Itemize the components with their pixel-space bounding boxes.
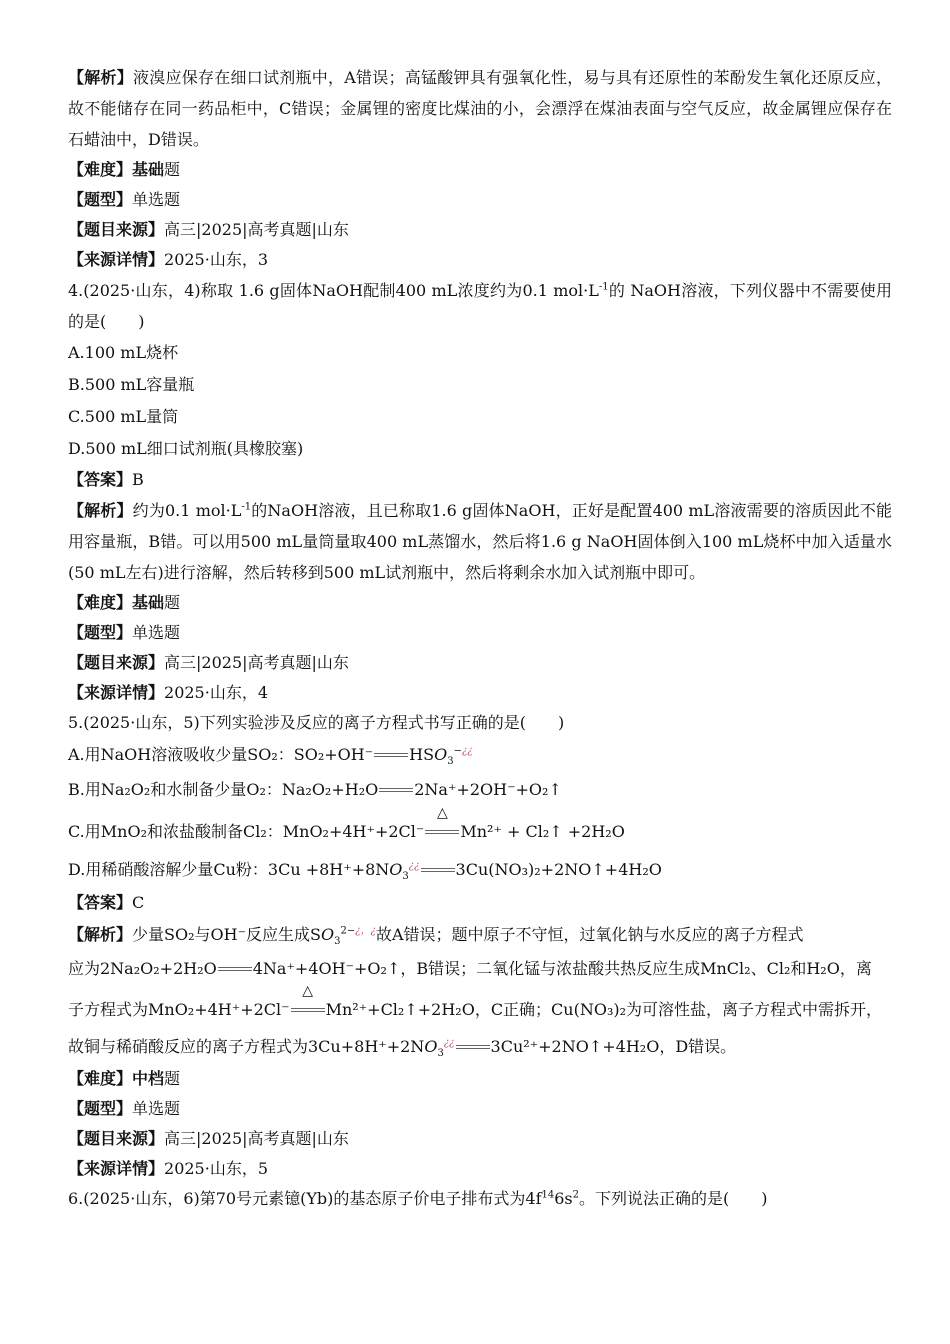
q3-source-detail: 【来源详情】2025·山东，3 [68, 250, 269, 269]
q5-option-b: B.用Na₂O₂和水制备少量O₂：Na₂O₂+H₂O 2Na⁺+2OH⁻+O₂↑ [68, 780, 562, 799]
q5-analysis-line-2: 应为2Na₂O₂+2H₂O 4Na⁺+4OH⁻+O₂↑，B错误；二氧化锰与浓盐酸共热反应生成MnCl₂、Cl₂和H₂O，离 [68, 959, 872, 978]
q4-answer: 【答案】B [68, 470, 144, 489]
q5-type: 【题型】单选题 [68, 1099, 181, 1118]
analysis-tag: 【解析】 [68, 68, 133, 87]
q5-source-detail: 【来源详情】2025·山东，5 [68, 1159, 269, 1178]
heat-equals-sign [425, 804, 459, 840]
q4-option-d: D.500 mL细口试剂瓶(具橡胶塞) [68, 439, 304, 458]
equals-sign [379, 784, 413, 798]
q3-source: 【题目来源】高三|2025|高考真题|山东 [68, 220, 349, 239]
q4-option-c: C.500 mL量筒 [68, 407, 179, 426]
equals-sign [456, 1041, 490, 1055]
q5-option-d: D.用稀硝酸溶解少量Cu粉：$3Cu +8H^++8NO_3^{¿¿}$ 3Cu(NO₃)₂+2NO↑+4H₂O [68, 860, 662, 883]
q5-source: 【题目来源】高三|2025|高考真题|山东 [68, 1129, 349, 1148]
q4-stem: 4.(2025·山东，4)称取 1.6 g固体NaOH配制400 mL浓度约为0.1 $mol\cdot L^{-1}$的 NaOH溶液，下列仪器中不需要使用的是( ) [68, 281, 892, 331]
q5-analysis-line-4: 故铜与稀硝酸反应的离子方程式为$3Cu+8H^++2NO_3^{¿¿}$ 3Cu²⁺+2NO↑+4H₂O，D错误。 [68, 1037, 737, 1060]
q5-stem: 5.(2025·山东，5)下列实验涉及反应的离子方程式书写正确的是( ) [68, 713, 565, 732]
q4-type: 【题型】单选题 [68, 623, 181, 642]
equals-sign [374, 749, 408, 763]
triangle-icon: △ [302, 982, 313, 999]
q4-source-detail: 【来源详情】2025·山东，4 [68, 683, 269, 702]
equals-sign [421, 864, 455, 878]
q5-analysis-line-3: 子方程式为MnO₂+4H⁺+2Cl⁻ △ Mn²⁺+Cl₂↑+2H₂O，C正确；Cu(NO₃)₂为可溶性盐，离子方程式中需拆开， [68, 982, 883, 1019]
triangle-icon: △ [436, 804, 448, 821]
q4-option-a: A.100 mL烧杯 [68, 343, 179, 362]
q3-type: 【题型】单选题 [68, 190, 181, 209]
q5-analysis [68, 918, 892, 1064]
q5-option-a: A.用NaOH溶液吸收少量SO₂：SO₂+OH⁻ $HSO_3^{-¿¿}$ [68, 745, 473, 768]
heat-equals-sign [291, 982, 325, 1018]
q5-analysis-line-1: 【解析】少量SO₂与OH⁻反应生成$SO_3^{2-¿,¿}$故A错误；题中原子不守恒，过氧化钠与水反应的离子方程式 [68, 925, 804, 948]
q5-answer: 【答案】C [68, 893, 145, 912]
q4-analysis: 【解析】约为0.1 $mol\cdot L^{-1}$的NaOH溶液，且已称取1.6 g固体NaOH，正好是配置400 mL溶液需要的溶质因此不能用容量瓶，B错。可以用500 mL量筒量取400 mL蒸馏水，然后将1.6 g NaOH固体倒入100 mL烧杯中加入适量水(50 mL左右)进行溶解，然后转移到500 mL试剂瓶中，然后将剩余水加入试剂瓶中即可。 [68, 501, 892, 582]
document-page [68, 62, 892, 1214]
q4-option-b: B.500 mL容量瓶 [68, 375, 195, 394]
q3-analysis [68, 62, 892, 155]
equals-sign [218, 963, 252, 977]
q5-option-c: C.用MnO₂和浓盐酸制备Cl₂：MnO₂+4H⁺+2Cl⁻ △ Mn²⁺ + Cl₂↑ +2H₂O [68, 804, 625, 841]
q4-difficulty: 【难度】基础题 [68, 593, 181, 612]
q4-source: 【题目来源】高三|2025|高考真题|山东 [68, 653, 349, 672]
q5-difficulty: 【难度】中档题 [68, 1069, 181, 1088]
q6-stem: 6.(2025·山东，6)第70号元素镱(Yb)的基态原子价电子排布式为$4f^{14}6s^2$。下列说法正确的是( ) [68, 1189, 768, 1208]
q3-analysis-text: 液溴应保存在细口试剂瓶中，A错误；高锰酸钾具有强氧化性，易与具有还原性的苯酚发生氧化还原反应，故不能储存在同一药品柜中，C错误；金属锂的密度比煤油的小，会漂浮在煤油表面与空气反应，故金属锂应保存在石蜡油中，D错误。 [68, 68, 892, 149]
q3-difficulty: 【难度】基础题 [68, 160, 181, 179]
